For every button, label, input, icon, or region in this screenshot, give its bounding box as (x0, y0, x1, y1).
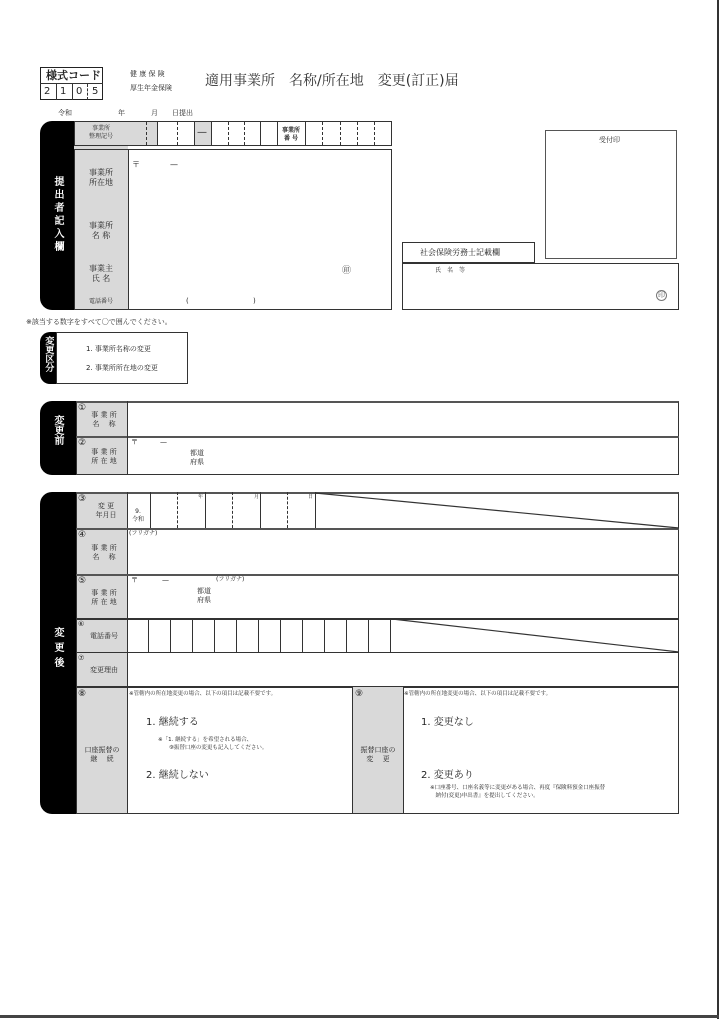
before-address-label: 事 業 所 所 在 地 (91, 448, 117, 465)
insurance-type-health: 健 康 保 険 (130, 70, 165, 78)
after-row-number: ⑤ (78, 576, 87, 586)
instruction-text: ※該当する数字をすべて〇で囲んでください。 (26, 318, 172, 326)
page-edge-right (717, 0, 719, 1019)
phone-digit-cell[interactable] (215, 619, 237, 652)
owner-name-field[interactable] (129, 255, 352, 290)
phone-digit-cell[interactable] (149, 619, 171, 652)
change-reason-field[interactable] (128, 654, 678, 685)
postal-dash: — (170, 160, 178, 169)
form-code-digit: 1 (60, 86, 67, 97)
before-row-number: ② (78, 438, 87, 448)
office-code-label: 事業所 整理記号 (88, 125, 113, 140)
office-code-dash: — (197, 127, 207, 138)
divider (260, 122, 261, 145)
phone-digit-cell[interactable] (325, 619, 347, 652)
form-code-digit: 0 (76, 86, 83, 97)
continuation-note: ※管轄内の所在地変更の場合、以下の項目は記載不要です。 (129, 691, 277, 697)
phone-digit-cell[interactable] (193, 619, 215, 652)
owner-name-label: 事業主 氏 名 (89, 264, 113, 283)
phone-digit-cell[interactable] (347, 619, 369, 652)
after-address-field[interactable] (220, 586, 678, 617)
phone-digit-cell[interactable] (171, 619, 193, 652)
after-address-label: 事 業 所 所 在 地 (91, 589, 117, 606)
sharoushi-name-label: 氏 名 等 (435, 267, 466, 274)
page-edge-bottom (0, 1015, 719, 1018)
divider (87, 84, 88, 100)
submit-date-day: 日提出 (172, 109, 193, 117)
sharoushi-seal-mark: 印 (658, 291, 665, 299)
before-postal-mark: 〒 (131, 438, 138, 446)
office-address-label: 事業所 所在地 (89, 168, 113, 187)
submit-date-era: 令和 (58, 109, 72, 117)
reception-stamp-box (545, 130, 677, 259)
insurance-type-pension: 厚生年金保険 (130, 84, 172, 92)
after-name-furigana: (フリガナ) (129, 530, 158, 537)
change-type-box (56, 332, 188, 384)
divider (374, 122, 375, 145)
change-type-option-name[interactable]: 1. 事業所名称の変更 (86, 345, 151, 353)
before-side-label-text: 変更前 (52, 415, 63, 445)
divider (72, 84, 73, 100)
after-address-furigana: (フリガナ) (216, 576, 245, 583)
after-row-number: ⑧ (78, 689, 87, 699)
before-row-number: ① (78, 403, 87, 413)
divider (228, 122, 229, 145)
phone-field[interactable] (129, 293, 391, 309)
account-change-option-note: ※口座番号、口座名義等に変更がある場合、再度『保険料預金口座振替 納付(変更)申出書』を提出してください。 (430, 785, 606, 800)
phone-digit-cell[interactable] (127, 619, 149, 652)
office-number-label: 事業所 番 号 (281, 127, 300, 142)
phone-row-strike-line (392, 618, 679, 653)
form-code-digit: 2 (44, 86, 51, 97)
account-change-note: ※管轄内の所在地変更の場合、以下の項目は記載不要です。 (404, 691, 552, 697)
after-row-number: ⑦ (78, 654, 85, 662)
change-type-side-label-text: 変更区分 (43, 336, 54, 372)
office-address-field[interactable] (129, 150, 391, 200)
phone-label: 電話番号 (88, 298, 113, 305)
before-side-label (48, 415, 66, 449)
before-name-field[interactable] (128, 403, 678, 435)
change-date-month-unit: 月 (254, 494, 260, 500)
divider (211, 122, 212, 145)
before-name-label: 事 業 所 名 称 (91, 411, 117, 428)
submitter-side-label (47, 176, 67, 258)
submitter-side-label-text: 提出者記入欄 (52, 176, 63, 254)
after-side-label-text: 変更後 (52, 627, 63, 672)
phone-close-paren: ) (253, 297, 256, 305)
after-postal-mark: 〒 (131, 576, 138, 584)
account-change-option-none[interactable]: 1. 変更なし (421, 717, 474, 728)
phone-digit-cell[interactable] (369, 619, 391, 652)
phone-open-paren: ( (186, 297, 189, 305)
change-date-label: 変 更 年月日 (95, 502, 117, 519)
change-type-side-label (40, 336, 56, 376)
account-change-label: 振替口座の 変 更 (360, 746, 396, 763)
divider (322, 122, 323, 145)
change-reason-label: 変更理由 (90, 666, 118, 674)
after-name-label: 事 業 所 名 称 (91, 544, 117, 561)
office-code-cell[interactable] (128, 122, 157, 145)
account-change-option-changed[interactable]: 2. 変更あり (421, 770, 474, 781)
change-date-era: 9. 令和 (131, 508, 144, 523)
continuation-option-continue[interactable]: 1. 継続する (146, 717, 199, 728)
submit-date-month: 月 (151, 109, 158, 117)
postal-mark: 〒 (132, 160, 140, 169)
seal-mark: ㊞ (342, 266, 352, 276)
continuation-option-note: ※「1. 継続する」を希望される場合、 ⑨振替口座の変更も記入してください。 (158, 737, 268, 751)
before-postal-dash: — (160, 438, 167, 446)
change-type-option-address[interactable]: 2. 事業所所在地の変更 (86, 364, 158, 372)
divider (357, 122, 358, 145)
office-name-label: 事業所 名 称 (89, 221, 113, 240)
change-date-day-unit: 日 (308, 494, 314, 500)
change-date-field[interactable] (151, 494, 314, 527)
divider (177, 122, 178, 145)
divider (146, 122, 147, 145)
phone-digit-cell[interactable] (259, 619, 281, 652)
form-code-label: 様式コード (46, 69, 101, 82)
after-row-number: ④ (78, 530, 87, 540)
date-row-strike-line (315, 492, 679, 529)
after-postal-dash: — (162, 576, 169, 584)
page-title: 適用事業所 名称/所在地 変更(訂正)届 (205, 73, 459, 89)
form-code-digit: 5 (92, 86, 99, 97)
after-pref-label: 都道 府県 (197, 587, 211, 604)
continuation-label: 口座振替の 継 続 (84, 746, 120, 763)
after-row-number: ⑥ (78, 620, 85, 628)
reception-stamp-label: 受付印 (599, 136, 620, 144)
submit-date-year: 年 (118, 109, 125, 117)
phone-digit-cell[interactable] (237, 619, 259, 652)
phone-digit-cell[interactable] (281, 619, 303, 652)
before-address-field[interactable] (212, 438, 678, 474)
sharoushi-label: 社会保険労務士記載欄 (420, 248, 500, 257)
divider (157, 122, 158, 145)
after-row-number: ③ (78, 494, 87, 504)
phone-digit-cell[interactable] (303, 619, 325, 652)
after-name-field[interactable] (128, 540, 678, 573)
divider (340, 122, 341, 145)
after-row-number: ⑨ (355, 689, 364, 699)
before-pref-label: 都道 府県 (190, 449, 204, 466)
change-date-year-unit: 年 (198, 494, 204, 500)
after-side-label (48, 627, 66, 676)
after-phone-label: 電話番号 (90, 632, 118, 640)
office-name-field[interactable] (129, 205, 391, 250)
continuation-option-stop[interactable]: 2. 継続しない (146, 770, 209, 781)
divider (244, 122, 245, 145)
divider (56, 84, 57, 100)
